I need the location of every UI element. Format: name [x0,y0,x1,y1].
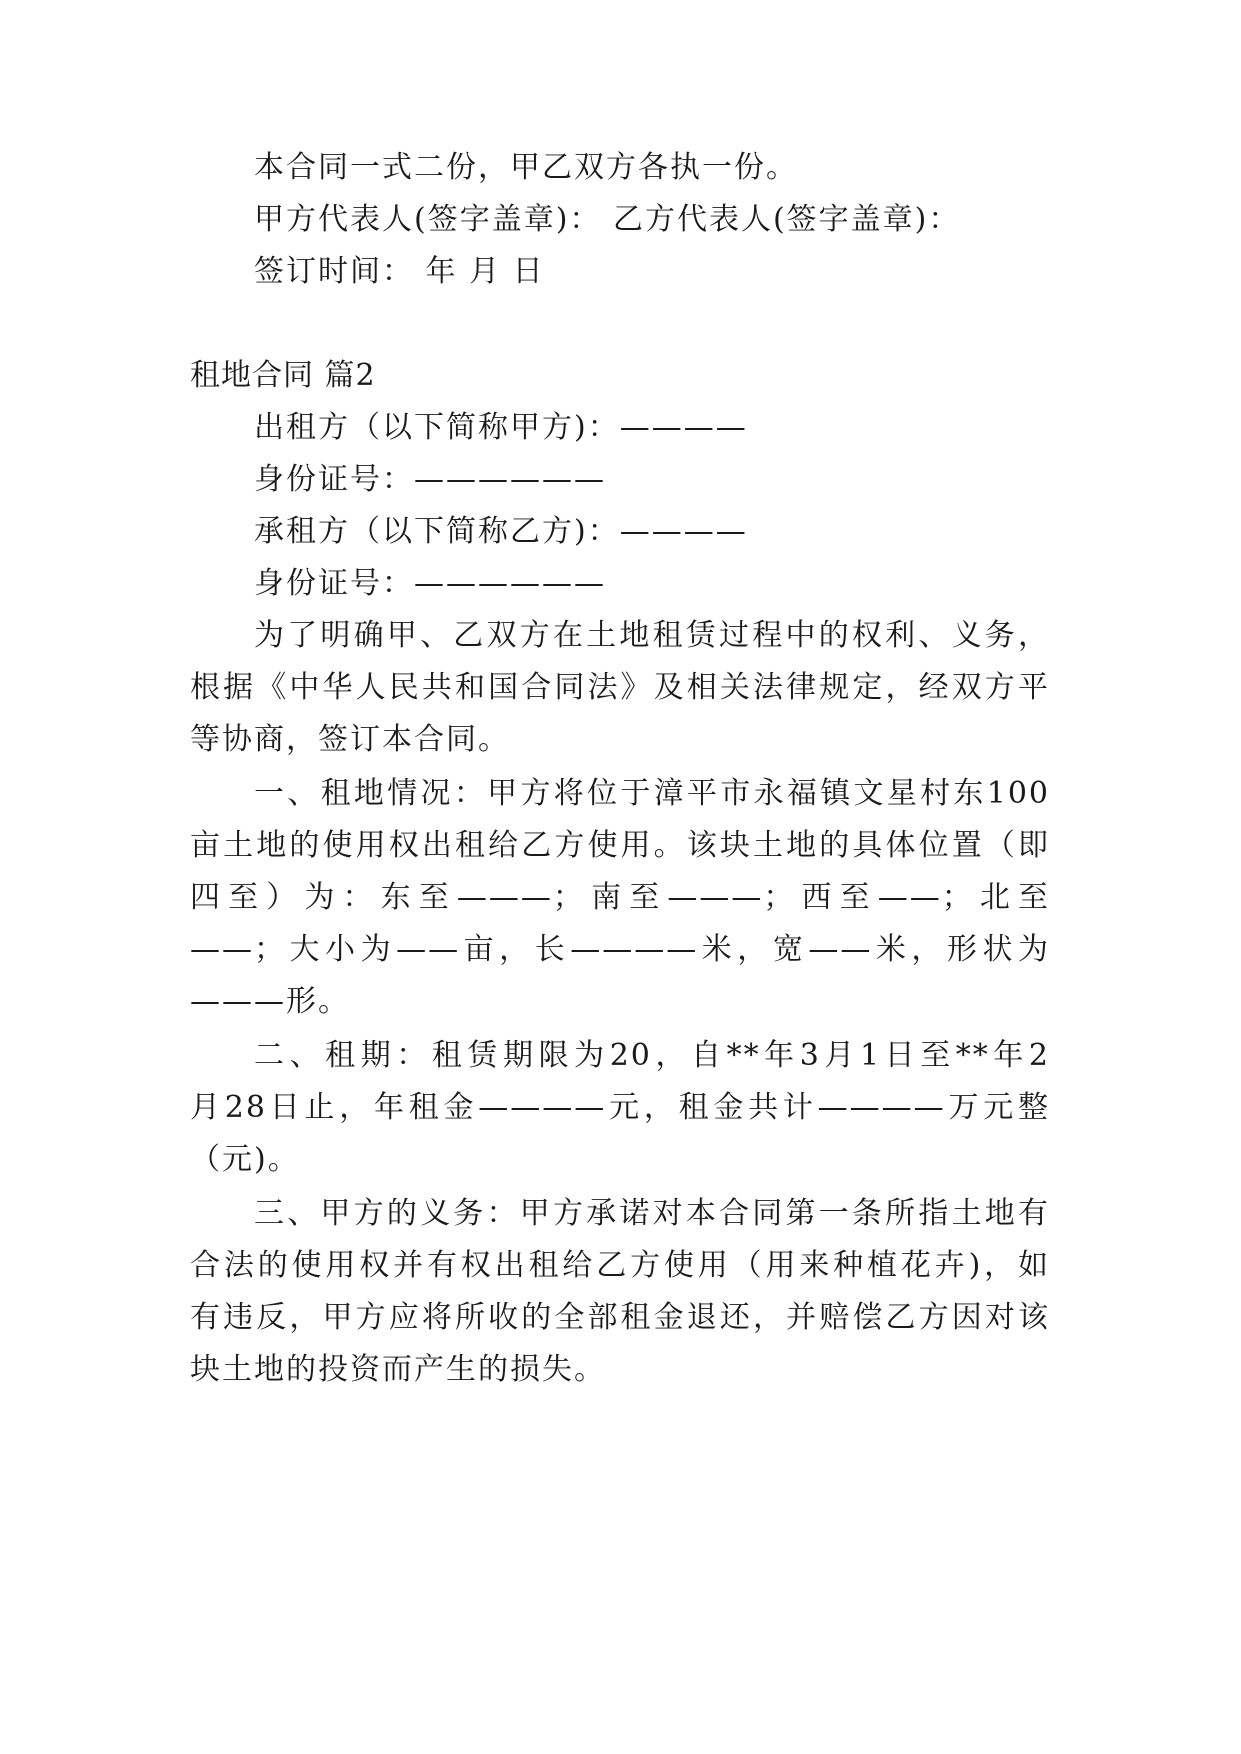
signing-date-line: 签订时间： 年 月 日 [254,254,545,289]
clause-1-line: ———形。 [190,984,350,1019]
clause-3-line: 三、甲方的义务：甲方承诺对本合同第一条所指土地有 [254,1196,1050,1231]
clause-1-line: 亩土地的使用权出租给乙方使用。该块土地的具体位置（即 [190,828,1050,863]
lessee-line: 承租方（以下简称乙方)：———— [254,514,748,549]
copies-clause: 本合同一式二份，甲乙双方各执一份。 [254,150,798,185]
lessor-id-line: 身份证号：—————— [254,462,606,497]
clause-2-line: 二、租期：租赁期限为20，自**年3月1日至**年2 [254,1038,1050,1073]
clause-3-line: 块土地的投资而产生的损失。 [190,1352,606,1387]
clause-1-line: 四至）为：东至———；南至———；西至——；北至 [190,880,1050,915]
section-title: 租地合同 篇2 [190,358,376,393]
signature-line: 甲方代表人(签字盖章)： 乙方代表人(签字盖章)： [254,202,961,237]
lessor-line: 出租方（以下简称甲方)：———— [254,410,748,445]
lessee-id-line: 身份证号：—————— [254,566,606,601]
clause-2-line: 月28日止，年租金————元，租金共计————万元整 [190,1090,1050,1125]
clause-1-line: ——；大小为——亩，长————米，宽——米，形状为 [190,932,1050,967]
preamble-line: 根据《中华人民共和国合同法》及相关法律规定，经双方平 [190,670,1050,705]
clause-2-line: （元)。 [190,1142,300,1177]
preamble-line: 为了明确甲、乙双方在土地租赁过程中的权利、义务， [254,618,1050,653]
clause-1-line: 一、租地情况：甲方将位于漳平市永福镇文星村东100 [254,776,1050,811]
preamble-line: 等协商，签订本合同。 [190,722,510,757]
clause-3-line: 合法的使用权并有权出租给乙方使用（用来种植花卉)，如 [190,1248,1050,1283]
clause-3-line: 有违反，甲方应将所收的全部租金退还，并赔偿乙方因对该 [190,1300,1050,1335]
